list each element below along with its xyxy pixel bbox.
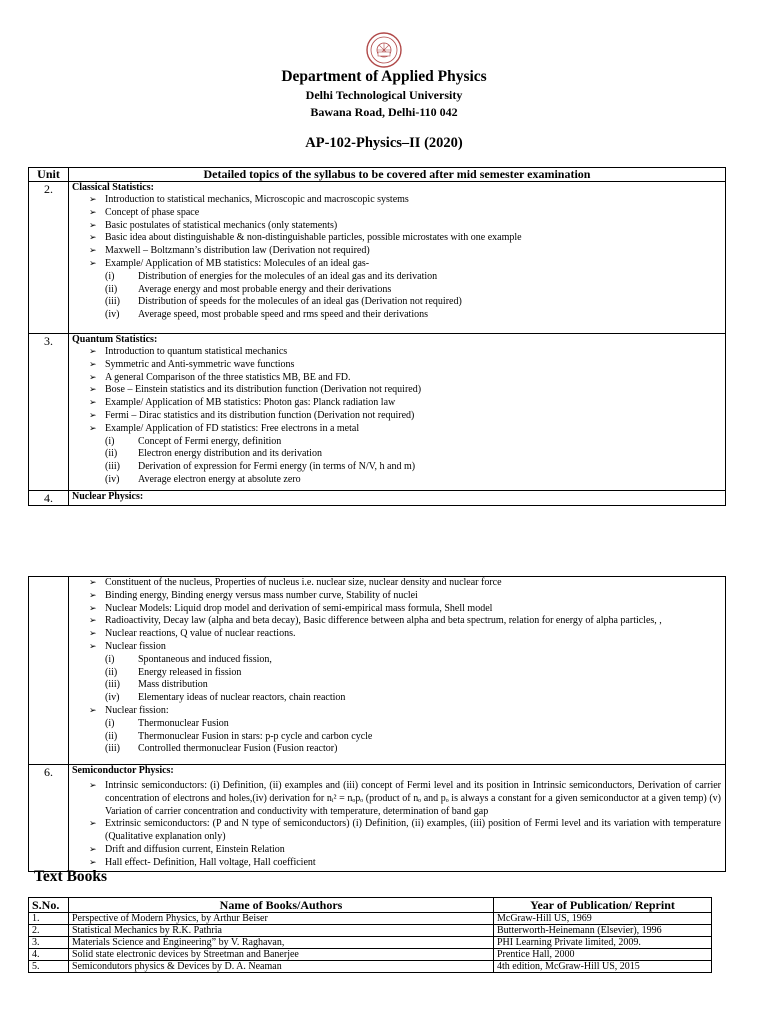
item-numeral: (ii): [105, 448, 118, 460]
list-item: ➢ Hall effect- Definition, Hall voltage, Hall coefficient: [89, 857, 721, 870]
list-item: ➢ Drift and diffusion current, Einstein Relation: [89, 844, 721, 857]
list-item: ➢ Symmetric and Anti-symmetric wave functions: [89, 359, 721, 372]
unit-row: [29, 577, 726, 765]
item-text: Spontaneous and induced fission,: [138, 653, 272, 665]
list-item: ➢ Introduction to statistical mechanics, Microscopic and macroscopic systems: [89, 194, 721, 207]
table-cell: Statistical Mechanics by R.K. Pathria: [69, 925, 494, 937]
list-item: [105, 692, 725, 705]
item-numeral: (iv): [105, 473, 120, 485]
topic-list: [69, 780, 725, 870]
topic-list: [69, 194, 725, 271]
table-cell: 2.: [29, 925, 69, 937]
unit-row: [29, 765, 726, 872]
topics-column-header: Detailed topics of the syllabus to be covered after mid semester examination: [69, 168, 726, 182]
list-item: [105, 679, 725, 692]
unit-row: [29, 182, 726, 334]
unit-title: Semiconductor Physics:: [72, 765, 174, 776]
list-item: ➢ Nuclear reactions, Q value of nuclear reactions.: [89, 628, 721, 641]
syllabus-table-part-1: [28, 167, 726, 506]
item-text: Controlled thermonuclear Fusion (Fusion reactor): [138, 743, 338, 755]
table-row: [29, 949, 712, 961]
list-item: ➢ Fermi – Dirac statistics and its distribution function (Derivation not required): [89, 410, 721, 423]
table-cell: Butterworth-Heinemann (Elsevier), 1996: [494, 925, 712, 937]
subtopic-list: [69, 718, 725, 756]
unit-number: 4.: [29, 491, 69, 506]
list-item: ➢ Binding energy, Binding energy versus mass number curve, Stability of nuclei: [89, 590, 721, 603]
unit-title: Nuclear Physics:: [69, 491, 726, 506]
list-item: ➢ Nuclear fission: [89, 641, 721, 654]
list-item: ➢ Basic postulates of statistical mechanics (only statements): [89, 220, 721, 233]
table-row: [29, 925, 712, 937]
list-item: [105, 448, 725, 461]
item-numeral: (ii): [105, 730, 118, 742]
item-text: Distribution of speeds for the molecules of an ideal gas (Derivation not required): [138, 296, 462, 308]
list-item: ➢ Basic idea about distinguishable & non-distinguishable particles, possible microstates with one example: [89, 232, 721, 245]
item-numeral: (iv): [105, 309, 120, 321]
list-item: [105, 461, 725, 474]
unit-row: [29, 491, 726, 506]
list-item: [105, 284, 725, 297]
list-item: [105, 309, 725, 322]
item-text: Average energy and most probable energy and their derivations: [138, 283, 392, 295]
table-cell: Prentice Hall, 2000: [494, 949, 712, 961]
table-cell: Semicondutors physics & Devices by D. A. Neaman: [69, 961, 494, 973]
item-numeral: (iii): [105, 743, 120, 755]
item-text: Thermonuclear Fusion: [138, 717, 229, 729]
item-text: Derivation of expression for Fermi energy (in terms of N/V, h and m): [138, 461, 416, 473]
item-numeral: (ii): [105, 283, 118, 295]
item-text: Electron energy distribution and its derivation: [138, 448, 322, 460]
table-header-row: [29, 898, 712, 913]
table-cell: 4th edition, McGraw-Hill US, 2015: [494, 961, 712, 973]
item-text: Energy released in fission: [138, 666, 242, 678]
list-item: ➢ Nuclear fission:: [89, 705, 721, 718]
unit-number-cell: [29, 577, 69, 765]
topic-list: [69, 346, 725, 436]
item-text: Concept of Fermi energy, definition: [138, 435, 282, 447]
item-numeral: (iii): [105, 461, 120, 473]
unit-column-header: Unit: [29, 168, 69, 182]
university-address: Bawana Road, Delhi-110 042: [310, 105, 458, 119]
table-row: [29, 961, 712, 973]
item-numeral: (iii): [105, 296, 120, 308]
table-cell: Perspective of Modern Physics, by Arthur Beiser: [69, 913, 494, 925]
list-item: ➢ Maxwell – Boltzmann’s distribution law (Derivation not required): [89, 245, 721, 258]
course-title: AP-102-Physics–II (2020): [305, 135, 463, 151]
table-cell: PHI Learning Private limited, 2009.: [494, 937, 712, 949]
list-item: [105, 743, 725, 756]
list-item: ➢ Concept of phase space: [89, 207, 721, 220]
list-item: ➢ Radioactivity, Decay law (alpha and beta decay), Basic difference between alpha and beta spectrum, relation for energy of alpha particles, ,: [89, 615, 721, 628]
list-item: ➢ Nuclear Models: Liquid drop model and derivation of semi-empirical mass formula, Shell model: [89, 603, 721, 616]
item-numeral: (iv): [105, 692, 120, 704]
university-name: Delhi Technological University: [305, 88, 463, 102]
list-item: [105, 296, 725, 309]
unit-row: [29, 334, 726, 491]
list-item: [105, 731, 725, 744]
list-item: ➢ Constituent of the nucleus, Properties of nucleus i.e. nuclear size, nuclear density and nuclear force: [89, 577, 721, 590]
list-item: ➢ Extrinsic semiconductors: (P and N type of semiconductors) (i) Definition, (ii) examples, (iii) position of Fermi level and its variation with temperature (Qualitative explanation only): [89, 818, 721, 844]
list-item: [105, 654, 725, 667]
table-cell: 4.: [29, 949, 69, 961]
item-numeral: (i): [105, 270, 115, 282]
unit-title: Quantum Statistics:: [72, 334, 158, 345]
list-item: ➢ Example/ Application of FD statistics: Free electrons in a metal: [89, 423, 721, 436]
table-row: [29, 913, 712, 925]
list-item: [105, 436, 725, 449]
unit-number: 3.: [29, 334, 69, 491]
unit-number: 2.: [29, 182, 69, 334]
column-header: Name of Books/Authors: [69, 898, 494, 913]
item-text: Distribution of energies for the molecules of an ideal gas and its derivation: [138, 270, 438, 282]
list-item: ➢ Example/ Application of MB statistics: Molecules of an ideal gas-: [89, 258, 721, 271]
item-text: Average electron energy at absolute zero: [138, 473, 301, 485]
item-numeral: (ii): [105, 666, 118, 678]
item-numeral: (i): [105, 717, 115, 729]
table-cell: 1.: [29, 913, 69, 925]
item-numeral: (i): [105, 653, 115, 665]
item-numeral: (i): [105, 435, 115, 447]
column-header: S.No.: [29, 898, 69, 913]
textbooks-table: [28, 897, 712, 973]
item-text: Mass distribution: [138, 679, 208, 691]
unit-title: Classical Statistics:: [72, 182, 154, 193]
list-item: ➢ Introduction to quantum statistical mechanics: [89, 346, 721, 359]
topic-list: [69, 705, 725, 718]
table-cell: 5.: [29, 961, 69, 973]
table-cell: McGraw-Hill US, 1969: [494, 913, 712, 925]
university-seal-logo: [366, 32, 402, 68]
list-item: [105, 667, 725, 680]
subtopic-list: [69, 436, 725, 487]
item-text: Average speed, most probable speed and rms speed and their derivations: [138, 309, 428, 321]
list-item: [105, 271, 725, 284]
table-cell: 3.: [29, 937, 69, 949]
item-text: Elementary ideas of nuclear reactors, chain reaction: [138, 692, 346, 704]
list-item: [105, 718, 725, 731]
subtopic-list: [69, 654, 725, 705]
list-item: ➢ Example/ Application of MB statistics: Photon gas: Planck radiation law: [89, 397, 721, 410]
item-numeral: (iii): [105, 679, 120, 691]
list-item: ➢ Bose – Einstein statistics and its distribution function (Derivation not required): [89, 384, 721, 397]
department-title: Department of Applied Physics: [281, 68, 487, 85]
list-item: [105, 474, 725, 487]
table-cell: Solid state electronic devices by Streetman and Banerjee: [69, 949, 494, 961]
list-item: ➢ Intrinsic semiconductors: (i) Definition, (ii) examples and (iii) concept of Fermi level and its position in Intrinsic semiconductors, Derivation of carrier concentration of electrons and holes,(iv) derivation for nᵢ² = nₒpₒ (product of nₒ and pₒ is always a constant for a given semiconductor at a given temp) (v) Variation of carrier concentration and conductivity with temperature, determination of band gap: [89, 780, 721, 818]
textbooks-heading: Text Books: [34, 868, 108, 885]
subtopic-list: [69, 271, 725, 322]
table-row: [29, 937, 712, 949]
topic-list: [69, 577, 725, 654]
list-item: ➢ A general Comparison of the three statistics MB, BE and FD.: [89, 372, 721, 385]
syllabus-table-part-2: [28, 576, 726, 872]
item-text: Thermonuclear Fusion in stars: p-p cycle and carbon cycle: [138, 730, 373, 742]
column-header: Year of Publication/ Reprint: [494, 898, 712, 913]
unit-number: 6.: [29, 765, 69, 872]
table-cell: Materials Science and Engineering” by V. Raghavan,: [69, 937, 494, 949]
